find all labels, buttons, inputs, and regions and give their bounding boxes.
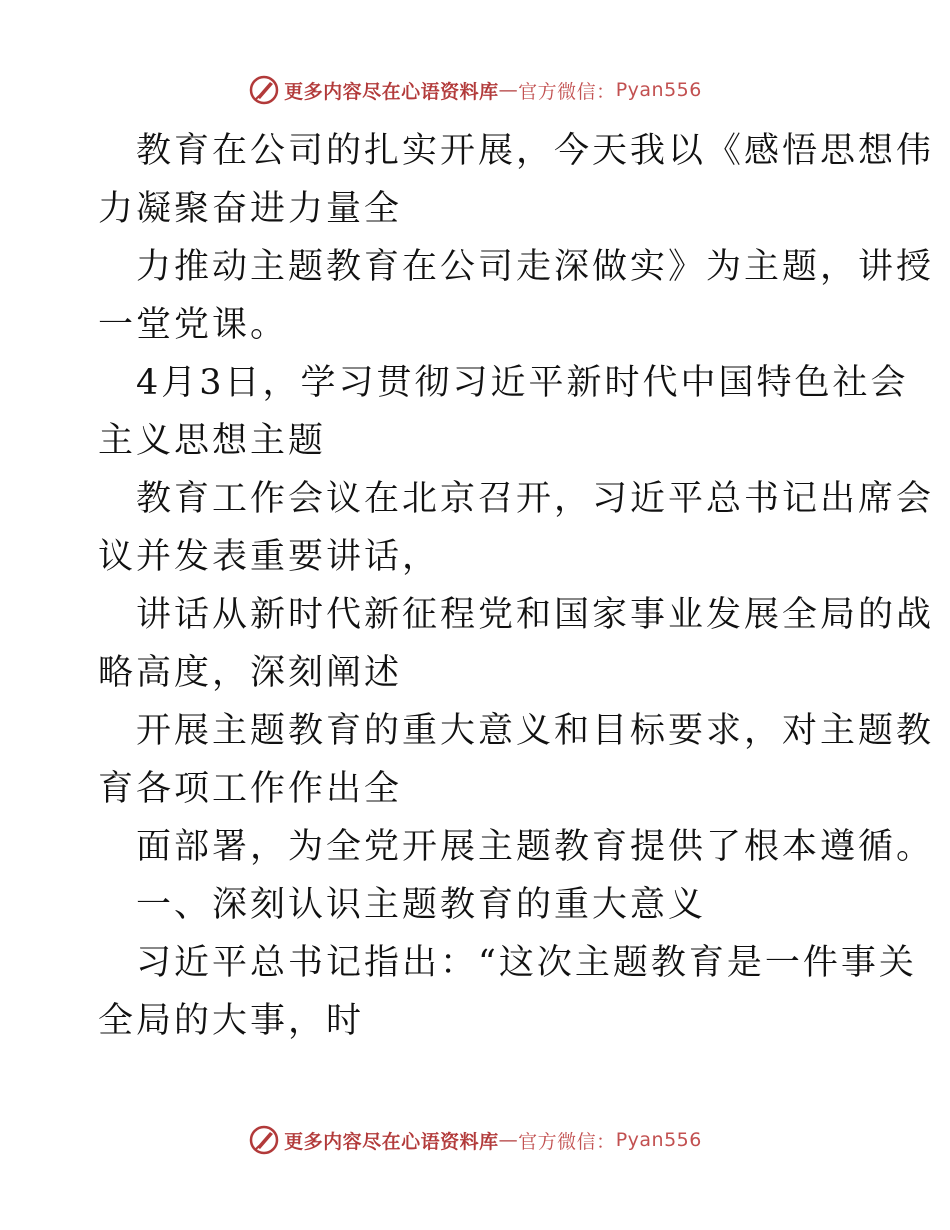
text-line: 一堂党课。 <box>98 305 289 345</box>
text-line: 习近平总书记指出：“这次主题教育是一件事关 <box>136 943 917 983</box>
text-line: 4月3日，学习贯彻习近平新时代中国特色社会 <box>136 363 909 403</box>
banner-dash: — <box>498 1129 519 1151</box>
text-line: 教育工作会议在北京召开，习近平总书记出席会 <box>136 479 935 519</box>
quill-logo-icon <box>248 1124 280 1156</box>
header-banner <box>0 70 950 110</box>
text-line: 教育在公司的扎实开展，今天我以《感悟思想伟 <box>136 131 935 171</box>
text-line: 力推动主题教育在公司走深做实》为主题，讲授 <box>136 247 935 287</box>
text-line: 力凝聚奋进力量全 <box>98 189 403 229</box>
banner-account: Pyan556 <box>615 79 702 101</box>
text-line: 主义思想主题 <box>98 421 327 461</box>
banner-dash: — <box>498 79 519 101</box>
text-line: 面部署，为全党开展主题教育提供了根本遵循。 <box>136 827 935 867</box>
document-body <box>98 122 935 1050</box>
text-line: 全局的大事，时 <box>98 1001 365 1041</box>
footer-banner <box>0 1120 950 1160</box>
text-line: 讲话从新时代新征程党和国家事业发展全局的战 <box>136 595 935 635</box>
text-line: 略高度，深刻阐述 <box>98 653 403 693</box>
banner-wechat-label: 官方微信： <box>518 80 616 103</box>
text-line: 议并发表重要讲话， <box>98 537 441 577</box>
banner-wechat-label: 官方微信： <box>518 1130 616 1153</box>
text-line: 育各项工作作出全 <box>98 769 403 809</box>
banner-brand: 更多内容尽在心语资料库 <box>284 1130 499 1153</box>
text-line: 一、深刻认识主题教育的重大意义 <box>136 885 707 925</box>
banner-account: Pyan556 <box>615 1129 702 1151</box>
banner-brand: 更多内容尽在心语资料库 <box>284 80 499 103</box>
quill-logo-icon <box>248 74 280 106</box>
text-line: 开展主题教育的重大意义和目标要求，对主题教 <box>136 711 935 751</box>
